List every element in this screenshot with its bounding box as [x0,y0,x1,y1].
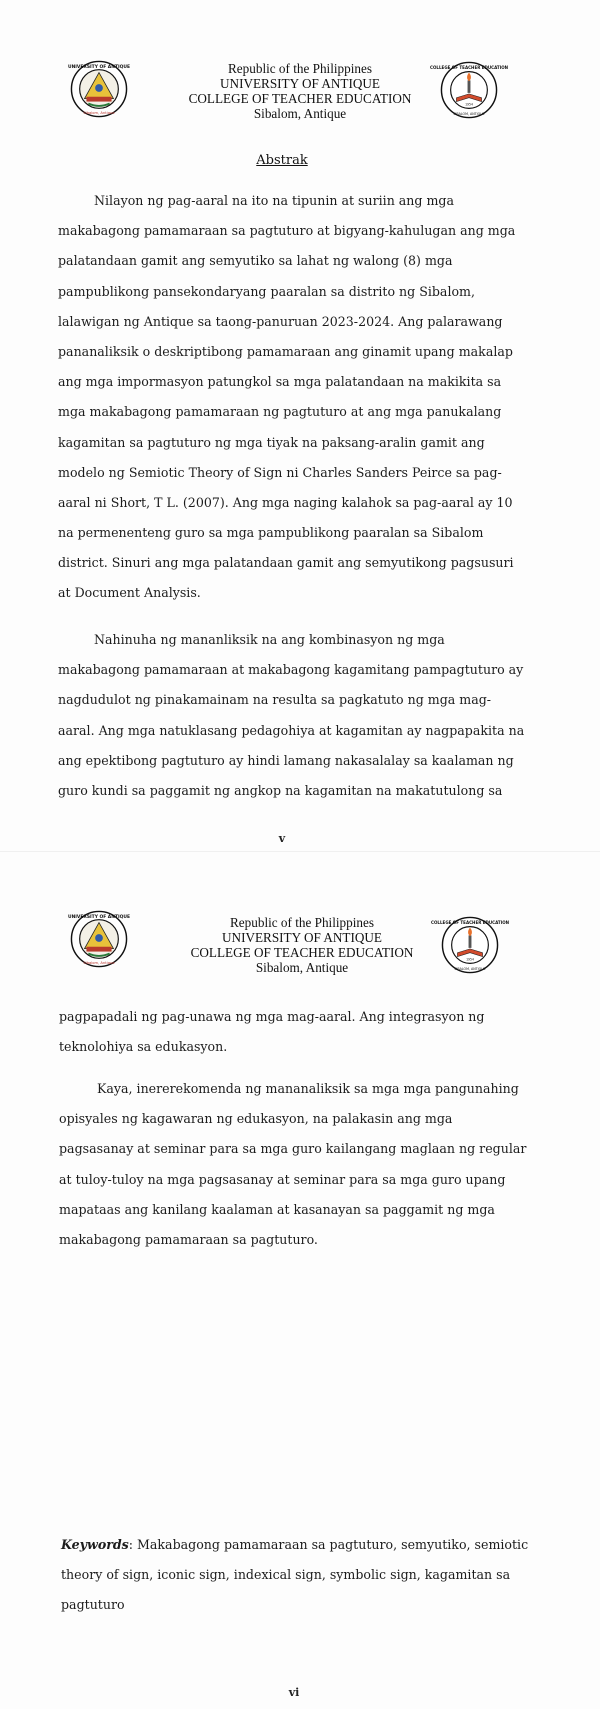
text-line: mga makabagong pamamaraan ng pagtuturo at ang mga panukalang [58,404,502,420]
header-college: COLLEGE OF TEACHER EDUCATION [190,945,414,960]
header-university: UNIVERSITY OF ANTIQUE [222,930,382,945]
text-line: modelo ng Semiotic Theory of Sign ni Charles Sanders Peirce sa pag- [58,464,502,480]
svg-text:SIBALOM, ANTIQUE: SIBALOM, ANTIQUE [454,967,486,972]
svg-text:SIBALOM, ANTIQUE: SIBALOM, ANTIQUE [453,112,485,117]
text-line: guro kundi sa paggamit ng angkop na kagamitan na makatutulong sa [58,782,503,798]
text-line [61,1530,528,1560]
text-line: makabagong pamamaraan at makabagong kagamitang pampagtuturo ay [58,662,524,678]
text-line: nagdudulot ng pinakamainam na resulta sa pagkatuto ng mga mag- [58,692,492,708]
text-line: pagsasanay at seminar para sa mga guro kailangang maglaan ng regular [59,1141,527,1157]
text-line: at tuloy-tuloy na mga pagsasanay at seminar para sa mga guro upang [59,1171,506,1187]
text-line: district. Sinuri ang mga palatandaan gamit ang semyutikong pagsusuri [58,555,514,571]
text-line: aaral. Ang mga natuklasang pedagohiya at kagamitan ay nagpapakita na [58,722,525,738]
text-line: pananaliksik o deskriptibong pamamaraan ang ginamit upang makalap [58,343,513,359]
text-line: lalawigan ng Antique sa taong-panuruan 2023-2024. Ang palarawang [58,313,503,329]
keywords-text: : Makabagong pamamaraan sa pagtuturo, semyutiko, semiotic [128,1537,529,1552]
text-line: Nahinuha ng mananliksik na ang kombinasyon ng mga [94,632,445,647]
letterhead [0,61,600,121]
text-line: ang mga impormasyon patungkol sa mga palatandaan na makikita sa [58,374,502,390]
keywords-label: Keywords [61,1537,129,1552]
keywords-section [61,1530,528,1621]
text-line: theory of sign, iconic sign, indexical sign, symbolic sign, kagamitan sa [61,1567,511,1583]
header-republic: Republic of the Philippines [228,61,372,76]
text-line: palatandaan gamit ang semyutiko sa lahat ng walong (8) mga [58,253,453,269]
text-line: pagtuturo [61,1597,125,1613]
page-number: vi [288,1686,300,1699]
svg-text:UNIVERSITY OF ANTIQUE: UNIVERSITY OF ANTIQUE [67,915,131,921]
svg-text:Sibalom, Antique: Sibalom, Antique [83,111,115,116]
text-line: opisyales ng kagawaran ng edukasyon, na palakasin ang mga [59,1111,453,1127]
college-seal-icon [429,61,509,119]
text-line: pampublikong pansekondaryang paaralan sa distrito ng Sibalom, [58,283,475,299]
document-page-2 [0,852,600,1709]
svg-text:COLLEGE OF TEACHER EDUCATION: COLLEGE OF TEACHER EDUCATION [429,65,509,71]
svg-text:UNIVERSITY OF ANTIQUE: UNIVERSITY OF ANTIQUE [67,65,131,71]
abstract-paragraph-3 [59,1002,484,1062]
abstract-paragraph-2 [58,625,524,806]
text-line: Kaya, inererekomenda ng mananaliksik sa mga mga pangunahing [97,1081,519,1096]
abstract-title: Abstrak [256,153,308,168]
page-number: v [278,832,286,845]
letterhead [2,915,602,975]
text-line: at Document Analysis. [58,585,201,601]
text-line: aaral ni Short, T L. (2007). Ang mga naging kalahok sa pag-aaral ay 10 [58,494,513,510]
document-page-1 [0,0,600,852]
abstract-paragraph-4 [59,1074,526,1255]
header-location: Sibalom, Antique [255,960,349,975]
text-line: na permenenteng guro sa mga pampublikong paaralan sa Sibalom [58,525,484,541]
college-seal-icon [430,916,510,974]
header-location: Sibalom, Antique [253,106,347,121]
svg-text:1954: 1954 [465,102,473,107]
text-line: Nilayon ng pag-aaral na ito na tipunin at suriin ang mga [94,193,454,208]
svg-text:1954: 1954 [466,957,474,962]
text-line: teknolohiya sa edukasyon. [59,1039,228,1055]
text-line: kagamitan sa pagtuturo ng mga tiyak na paksang-aralin gamit ang [58,434,485,450]
header-republic: Republic of the Philippines [230,915,374,930]
text-line: mapataas ang kanilang kaalaman at kasanayan sa paggamit ng mga [59,1201,495,1217]
abstract-paragraph-1 [58,186,515,609]
header-college: COLLEGE OF TEACHER EDUCATION [188,91,412,106]
text-line: makabagong pamamaraan sa pagtuturo at bigyang-kahulugan ang mga [58,223,516,239]
svg-text:Sibalom, Antique: Sibalom, Antique [83,961,115,966]
header-university: UNIVERSITY OF ANTIQUE [220,76,380,91]
text-line: pagpapadali ng pag-unawa ng mga mag-aaral. Ang integrasyon ng [59,1009,485,1024]
svg-text:COLLEGE OF TEACHER EDUCATION: COLLEGE OF TEACHER EDUCATION [430,920,510,926]
text-line: ang epektibong pagtuturo ay hindi lamang nakasalalay sa kaalaman ng [58,752,514,768]
text-line: makabagong pamamaraan sa pagtuturo. [59,1231,318,1247]
